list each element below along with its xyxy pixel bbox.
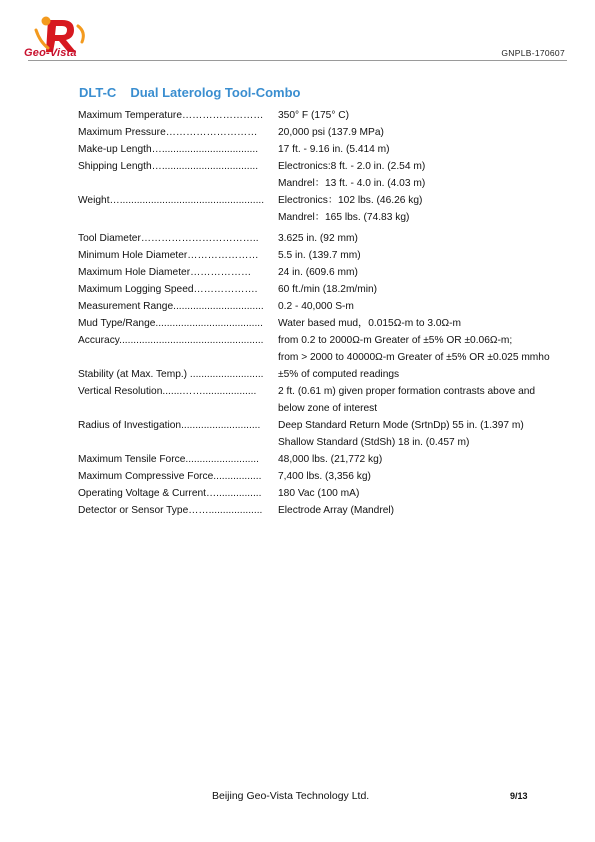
spec-value: Water based mud，0.015Ω-m to 3.0Ω-m — [278, 318, 462, 329]
spec-value: from > 2000 to 40000Ω-m Greater of ±5% OR ±0.025 mmho — [278, 352, 550, 363]
spec-values — [278, 332, 553, 366]
spec-value: Mandrel：165 lbs. (74.83 kg) — [278, 212, 410, 223]
page-number: 9/13 — [510, 791, 528, 801]
footer-company: Beijing Geo-Vista Technology Ltd. — [212, 790, 370, 802]
spec-label: Operating Voltage & Current…................ — [78, 488, 262, 499]
spec-label: Radius of Investigation............................ — [78, 420, 261, 431]
header-divider — [28, 60, 567, 61]
spec-label: Maximum Logging Speed………………. — [78, 284, 258, 295]
spec-label: Maximum Temperature…………………… — [78, 110, 264, 121]
spec-values — [278, 124, 553, 141]
spec-values — [278, 451, 553, 468]
spec-label: Detector or Sensor Type……................... — [78, 505, 263, 516]
spec-value: 350° F (175° C) — [278, 110, 349, 121]
spec-value: 48,000 lbs. (21,772 kg) — [278, 454, 383, 465]
spec-row — [78, 502, 553, 519]
spec-value: from 0.2 to 2000Ω-m Greater of ±5% OR ±0.06Ω-m; — [278, 335, 513, 346]
spec-value: 3.625 in. (92 mm) — [278, 233, 358, 244]
specifications-list — [78, 107, 553, 519]
spec-row — [78, 281, 553, 298]
spec-value: Shallow Standard (StdSh) 18 in. (0.457 m) — [278, 437, 470, 448]
spec-row — [78, 158, 553, 192]
spec-value: Mandrel：13 ft. - 4.0 in. (4.03 m) — [278, 178, 426, 189]
spec-values — [278, 192, 553, 226]
spec-row — [78, 451, 553, 468]
spec-values — [278, 502, 553, 519]
spec-row — [78, 230, 553, 247]
spec-values — [278, 158, 553, 192]
spec-label: Mud Type/Range...................................... — [78, 318, 263, 329]
spec-values — [278, 107, 553, 124]
spec-value: Electronics：102 lbs. (46.26 kg) — [278, 195, 423, 206]
page-header — [0, 0, 595, 62]
spec-row — [78, 141, 553, 158]
spec-values — [278, 366, 553, 383]
spec-label: Maximum Pressure……………………… — [78, 127, 258, 138]
spec-value: Deep Standard Return Mode (SrtnDp) 55 in. (1.397 m) — [278, 420, 524, 431]
document-code: GNPLB-170607 — [501, 48, 565, 58]
spec-label: Minimum Hole Diameter………………… — [78, 250, 259, 261]
spec-values — [278, 468, 553, 485]
spec-value: Electronics:8 ft. - 2.0 in. (2.54 m) — [278, 161, 426, 172]
spec-values — [278, 230, 553, 247]
spec-label: Measurement Range................................ — [78, 301, 264, 312]
spec-values — [278, 485, 553, 502]
spec-row — [78, 124, 553, 141]
spec-values — [278, 315, 553, 332]
tool-code: DLT-C — [79, 85, 117, 100]
spec-values — [278, 264, 553, 281]
spec-value: 0.2 - 40,000 S-m — [278, 301, 354, 312]
spec-label: Accuracy................................................... — [78, 335, 264, 346]
spec-value: ±5% of computed readings — [278, 369, 400, 380]
spec-value: 180 Vac (100 mA) — [278, 488, 360, 499]
tool-name: Dual Laterolog Tool-Combo — [130, 85, 301, 100]
spec-value: 60 ft./min (18.2m/min) — [278, 284, 378, 295]
spec-values — [278, 141, 553, 158]
spec-row — [78, 192, 553, 226]
spec-value: Electrode Array (Mandrel) — [278, 505, 395, 516]
spec-label: Vertical Resolution.......……................... — [78, 386, 257, 397]
spec-row — [78, 298, 553, 315]
page-title — [79, 85, 301, 100]
spec-row — [78, 417, 553, 451]
spec-row — [78, 485, 553, 502]
spec-label: Tool Diameter…………………………….. — [78, 233, 259, 244]
spec-value: 5.5 in. (139.7 mm) — [278, 250, 361, 261]
spec-values — [278, 298, 553, 315]
spec-value: 7,400 lbs. (3,356 kg) — [278, 471, 371, 482]
spec-values — [278, 417, 553, 451]
spec-row — [78, 247, 553, 264]
spec-label: Maximum Compressive Force................. — [78, 471, 262, 482]
spec-row — [78, 383, 553, 417]
spec-values — [278, 383, 553, 417]
spec-row — [78, 468, 553, 485]
spec-label: Maximum Tensile Force.......................... — [78, 454, 259, 465]
logo-text: Geo-Vista — [24, 47, 77, 59]
spec-label: Make-up Length….................................. — [78, 144, 259, 155]
spec-row — [78, 315, 553, 332]
spec-row — [78, 366, 553, 383]
spec-label: Stability (at Max. Temp.) .......................... — [78, 369, 264, 380]
spec-value: 24 in. (609.6 mm) — [278, 267, 358, 278]
spec-label: Weight…................................................... — [78, 195, 265, 206]
spec-values — [278, 247, 553, 264]
spec-value: 2 ft. (0.61 m) given proper formation contrasts above and below zone of interest — [278, 386, 536, 414]
spec-values — [278, 281, 553, 298]
spec-value: 20,000 psi (137.9 MPa) — [278, 127, 384, 138]
spec-row — [78, 107, 553, 124]
spec-row — [78, 332, 553, 366]
spec-label: Shipping Length….................................. — [78, 161, 259, 172]
spec-value: 17 ft. - 9.16 in. (5.414 m) — [278, 144, 390, 155]
spec-row — [78, 264, 553, 281]
spec-label: Maximum Hole Diameter……………… — [78, 267, 252, 278]
